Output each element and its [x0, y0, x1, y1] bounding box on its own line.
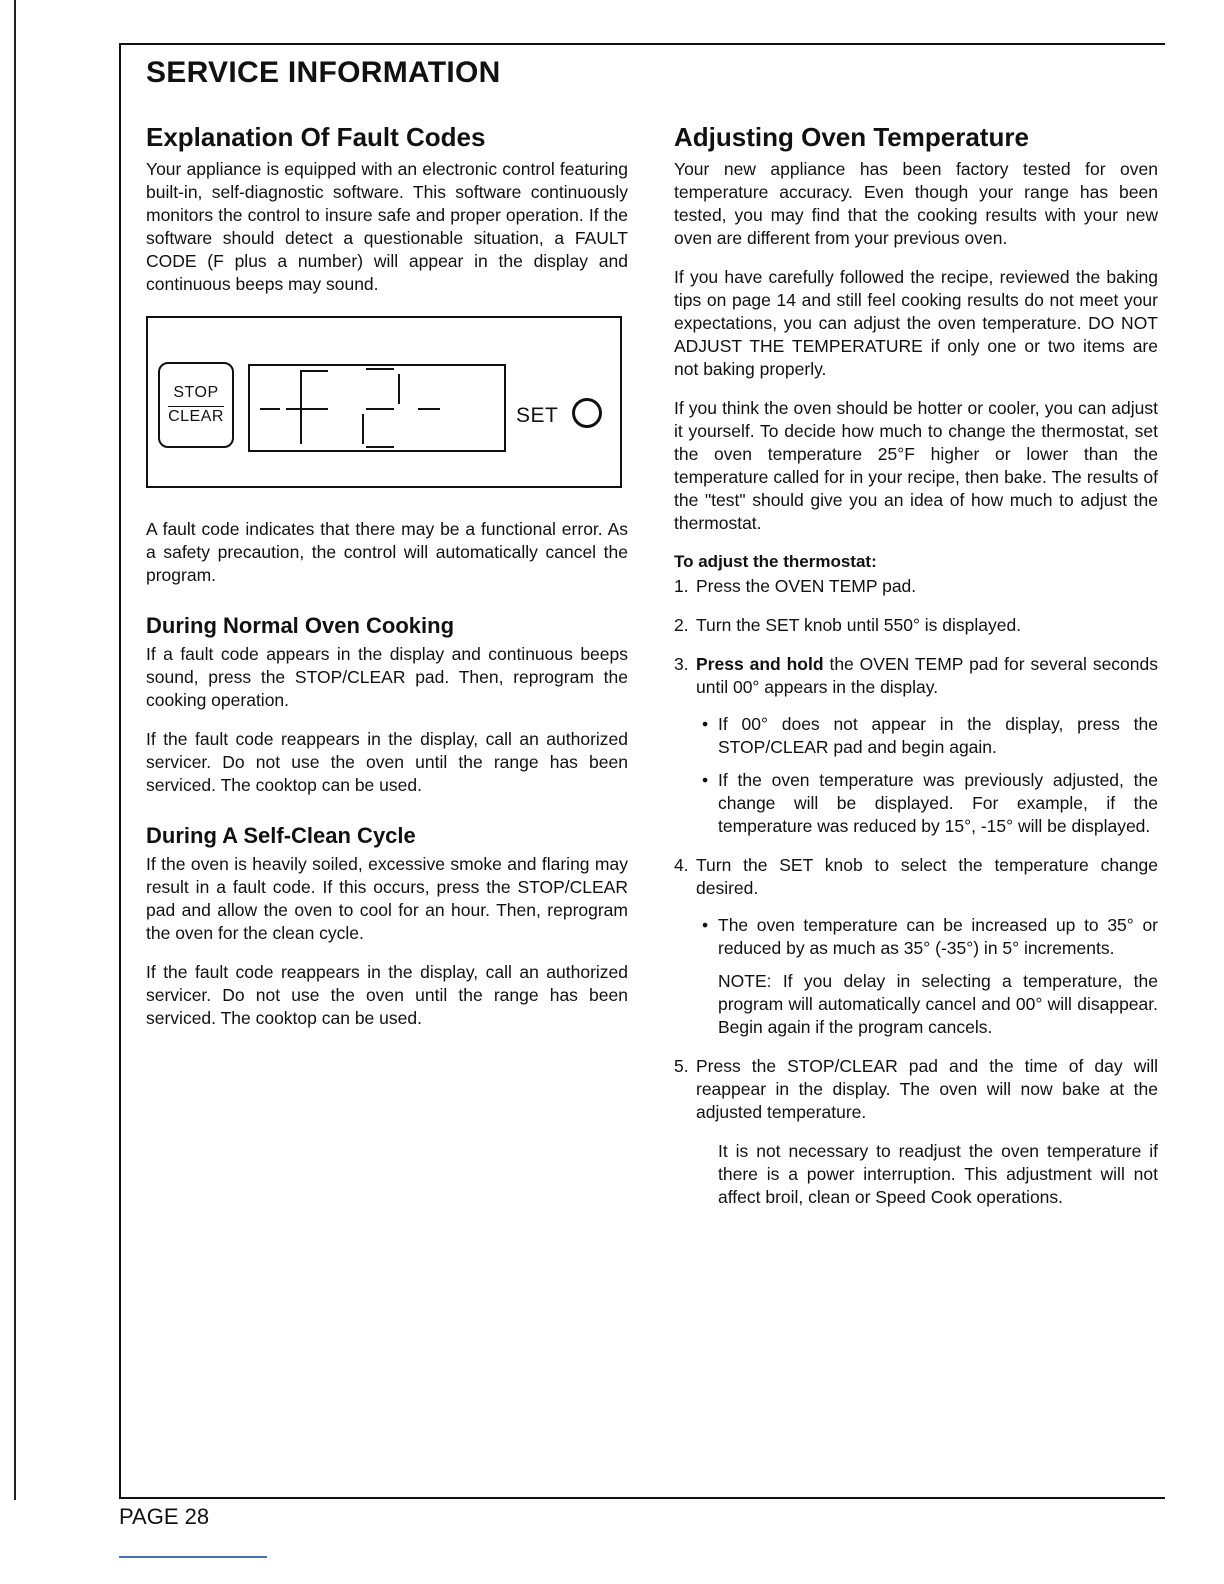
normal-cooking-p1: If a fault code appears in the display and continuous beeps sound, press the STOP/CLEAR pad. Then, reprogram the cooking operation.	[146, 644, 628, 710]
digit-2-top	[366, 368, 394, 370]
step-text: Press the OVEN TEMP pad.	[696, 576, 917, 596]
right-column	[674, 122, 1158, 1225]
fault-codes-heading: Explanation Of Fault Codes	[146, 122, 486, 152]
adjust-temp-p2: If you have carefully followed the recipe, reviewed the baking tips on page 14 and still feel cooking results do not meet your expectations, you can adjust the oven temperature. DO NOT ADJUST THE TEMPERATURE if only one or two items are not baking properly.	[674, 267, 1158, 379]
fault-code-display	[248, 364, 506, 452]
adjust-temp-heading: Adjusting Oven Temperature	[674, 122, 1029, 152]
step-2	[674, 614, 1158, 637]
bullet-icon: •	[702, 915, 709, 935]
digit-f-top	[300, 370, 328, 372]
bullet-item	[702, 713, 1158, 759]
self-clean-heading: During A Self-Clean Cycle	[146, 823, 416, 848]
binding-edge-line	[14, 0, 16, 1500]
stop-clear-divider	[168, 406, 224, 407]
fault-codes-body: Your appliance is equipped with an electronic control featuring built-in, self-diagnostic software. This software continuously monitors the control to insure safe and proper operation. If the software should detect a questionable situation, a FAULT CODE (F plus a number) will appear in the display and continuous beeps may sound.	[146, 159, 628, 294]
step-number: 4.	[674, 855, 689, 875]
adjust-temp-p3: If you think the oven should be hotter or cooler, you can adjust it yourself. To decide how much to change the thermostat, set the oven temperature 25°F higher or lower than the temperature called for in your recipe, then bake. The results of the "test" should give you an idea of how much to adjust the thermostat.	[674, 398, 1158, 533]
bullet-icon: •	[702, 714, 709, 734]
self-clean-p2: If the fault code reappears in the display, call an authorized servicer. Do not use the oven until the range has been serviced. The cooktop can be used.	[146, 962, 628, 1028]
bullet-item	[702, 769, 1158, 838]
step-number: 5.	[674, 1056, 689, 1076]
thermostat-subheading: To adjust the thermostat:	[674, 552, 877, 571]
set-knob-icon	[572, 398, 602, 428]
step-3	[674, 653, 1158, 838]
step-4	[674, 854, 1158, 1039]
step-3-bullets	[702, 713, 1158, 838]
normal-cooking-heading: During Normal Oven Cooking	[146, 613, 455, 638]
step-text: Press the STOP/CLEAR pad and the time of day will reappear in the display. The oven will now bake at the adjusted temperature.	[696, 1056, 1158, 1122]
step-number: 1.	[674, 576, 689, 596]
bullet-text: The oven temperature can be increased up to 35° or reduced by as much as 35° (-35°) in 5° increments.	[718, 915, 1158, 958]
digit-dash-right	[418, 408, 440, 410]
bullet-icon: •	[702, 770, 709, 790]
fault-note: A fault code indicates that there may be a functional error. As a safety precaution, the control will automatically cancel the program.	[146, 519, 628, 585]
digit-dash-left	[260, 408, 280, 410]
control-display-diagram	[146, 316, 622, 488]
page-number: PAGE 28	[119, 1504, 210, 1529]
step-3-emphasis: Press and hold	[696, 654, 824, 674]
bullet-text: If 00° does not appear in the display, press the STOP/CLEAR pad and begin again.	[718, 714, 1158, 757]
thermostat-steps	[674, 575, 1158, 1209]
bottom-rule	[119, 1556, 267, 1558]
digit-2-middle	[366, 408, 394, 410]
step-4-bullets	[702, 914, 1158, 960]
digit-2-upper-right	[398, 374, 400, 404]
closing-paragraph: It is not necessary to readjust the oven temperature if there is a power interruption. This adjustment will not affect broil, clean or Speed Cook operations.	[718, 1141, 1158, 1207]
step-text: Turn the SET knob to select the temperature change desired.	[696, 855, 1158, 898]
page-title: SERVICE INFORMATION	[146, 56, 501, 89]
step-1	[674, 575, 1158, 598]
step-number: 3.	[674, 654, 689, 674]
set-label: SET	[516, 404, 559, 427]
adjust-temp-p1: Your new appliance has been factory tested for oven temperature accuracy. Even though your range has been tested, you may find that the cooking results with your new oven are different from your previous oven.	[674, 159, 1158, 248]
step-4-note: NOTE: If you delay in selecting a temperature, the program will automatically cancel and 00° will disappear. Begin again if the program cancels.	[718, 971, 1158, 1037]
step-text: Turn the SET knob until 550° is displayed.	[696, 615, 1022, 635]
left-column	[146, 122, 628, 1030]
bullet-text: If the oven temperature was previously adjusted, the change will be displayed. For example, if the temperature was reduced by 15°, -15° will be displayed.	[718, 770, 1158, 836]
bullet-item	[702, 914, 1158, 960]
self-clean-p1: If the oven is heavily soiled, excessive smoke and flaring may result in a fault code. If this occurs, press the STOP/CLEAR pad and allow the oven to cool for an hour. Then, reprogram the oven for the clean cycle.	[146, 854, 628, 943]
step-text: the OVEN TEMP pad for several seconds until 00° appears in the display.	[696, 654, 1159, 697]
step-5	[674, 1055, 1158, 1209]
stop-clear-pad	[158, 362, 234, 448]
digit-2-lower-left	[362, 414, 364, 444]
normal-cooking-p2: If the fault code reappears in the display, call an authorized servicer. Do not use the oven until the range has been serviced. The cooktop can be used.	[146, 729, 628, 795]
step-number: 2.	[674, 615, 689, 635]
stop-label: STOP	[173, 384, 219, 401]
digit-2-bottom	[366, 446, 394, 448]
clear-label: CLEAR	[168, 408, 224, 425]
digit-f-middle	[286, 408, 328, 410]
